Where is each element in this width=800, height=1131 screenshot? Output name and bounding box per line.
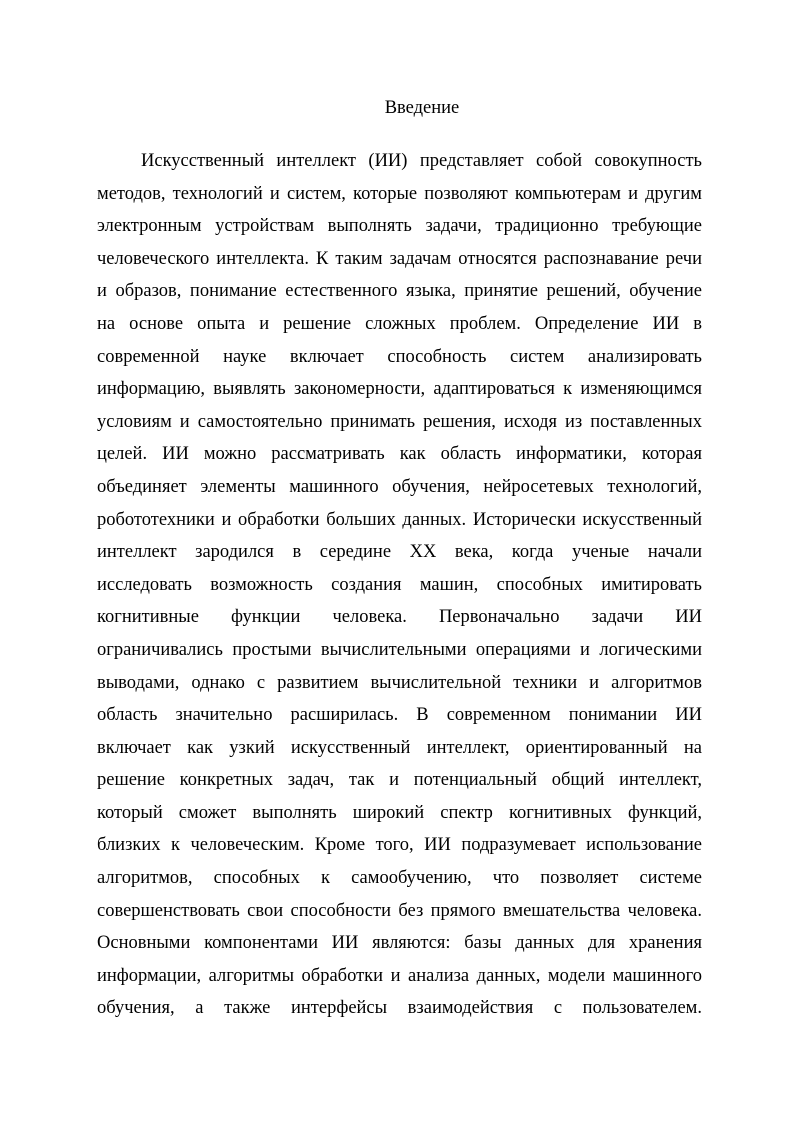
- text-line: включает как узкий искусственный интеллект, ориентированный на: [97, 737, 702, 758]
- text-line: на основе опыта и решение сложных проблем. Определение ИИ в: [97, 313, 702, 334]
- text-line: совершенствовать свои способности без прямого вмешательства человека.: [97, 900, 702, 921]
- text-line: условиям и самостоятельно принимать решения, исходя из поставленных: [97, 411, 702, 432]
- text-line: близких к человеческим. Кроме того, ИИ подразумевает использование: [97, 835, 702, 856]
- text-line: человеческого интеллекта. К таким задачам относятся распознавание речи: [97, 248, 702, 269]
- text-line: область значительно расширилась. В современном понимании ИИ: [97, 705, 702, 726]
- text-line: который сможет выполнять широкий спектр когнитивных функций,: [97, 802, 702, 823]
- text-line: Основными компонентами ИИ являются: базы данных для хранения: [97, 933, 702, 954]
- text-line: и образов, понимание естественного языка, принятие решений, обучение: [97, 281, 702, 302]
- text-line: интеллект зародился в середине XX века, когда ученые начали: [97, 542, 702, 563]
- text-line: электронным устройствам выполнять задачи, традиционно требующие: [97, 216, 702, 237]
- text-line: решение конкретных задач, так и потенциальный общий интеллект,: [97, 770, 702, 791]
- text-line: объединяет элементы машинного обучения, нейросетевых технологий,: [97, 476, 702, 497]
- text-line: информацию, выявлять закономерности, адаптироваться к изменяющимся: [97, 379, 702, 400]
- text-line: выводами, однако с развитием вычислительной техники и алгоритмов: [97, 672, 702, 693]
- text-line: обучения, а также интерфейсы взаимодействия с пользователем.: [97, 998, 702, 1019]
- page-title: Введение: [384, 98, 460, 118]
- text-line: информации, алгоритмы обработки и анализа данных, модели машинного: [97, 965, 702, 986]
- text-line: исследовать возможность создания машин, способных имитировать: [97, 574, 702, 595]
- text-line: робототехники и обработки больших данных. Исторически искусственный: [97, 509, 702, 530]
- text-line: Искусственный интеллект (ИИ) представляет собой совокупность: [141, 151, 702, 171]
- text-line: алгоритмов, способных к самообучению, что позволяет системе: [97, 868, 702, 889]
- text-line: современной науке включает способность систем анализировать: [97, 346, 702, 367]
- text-line: когнитивные функции человека. Первоначально задачи ИИ: [97, 607, 702, 628]
- text-line: методов, технологий и систем, которые позволяют компьютерам и другим: [97, 183, 702, 204]
- text-line: ограничивались простыми вычислительными операциями и логическими: [97, 639, 702, 660]
- body-text: [97, 145, 702, 1025]
- text-line: целей. ИИ можно рассматривать как область информатики, которая: [97, 444, 702, 465]
